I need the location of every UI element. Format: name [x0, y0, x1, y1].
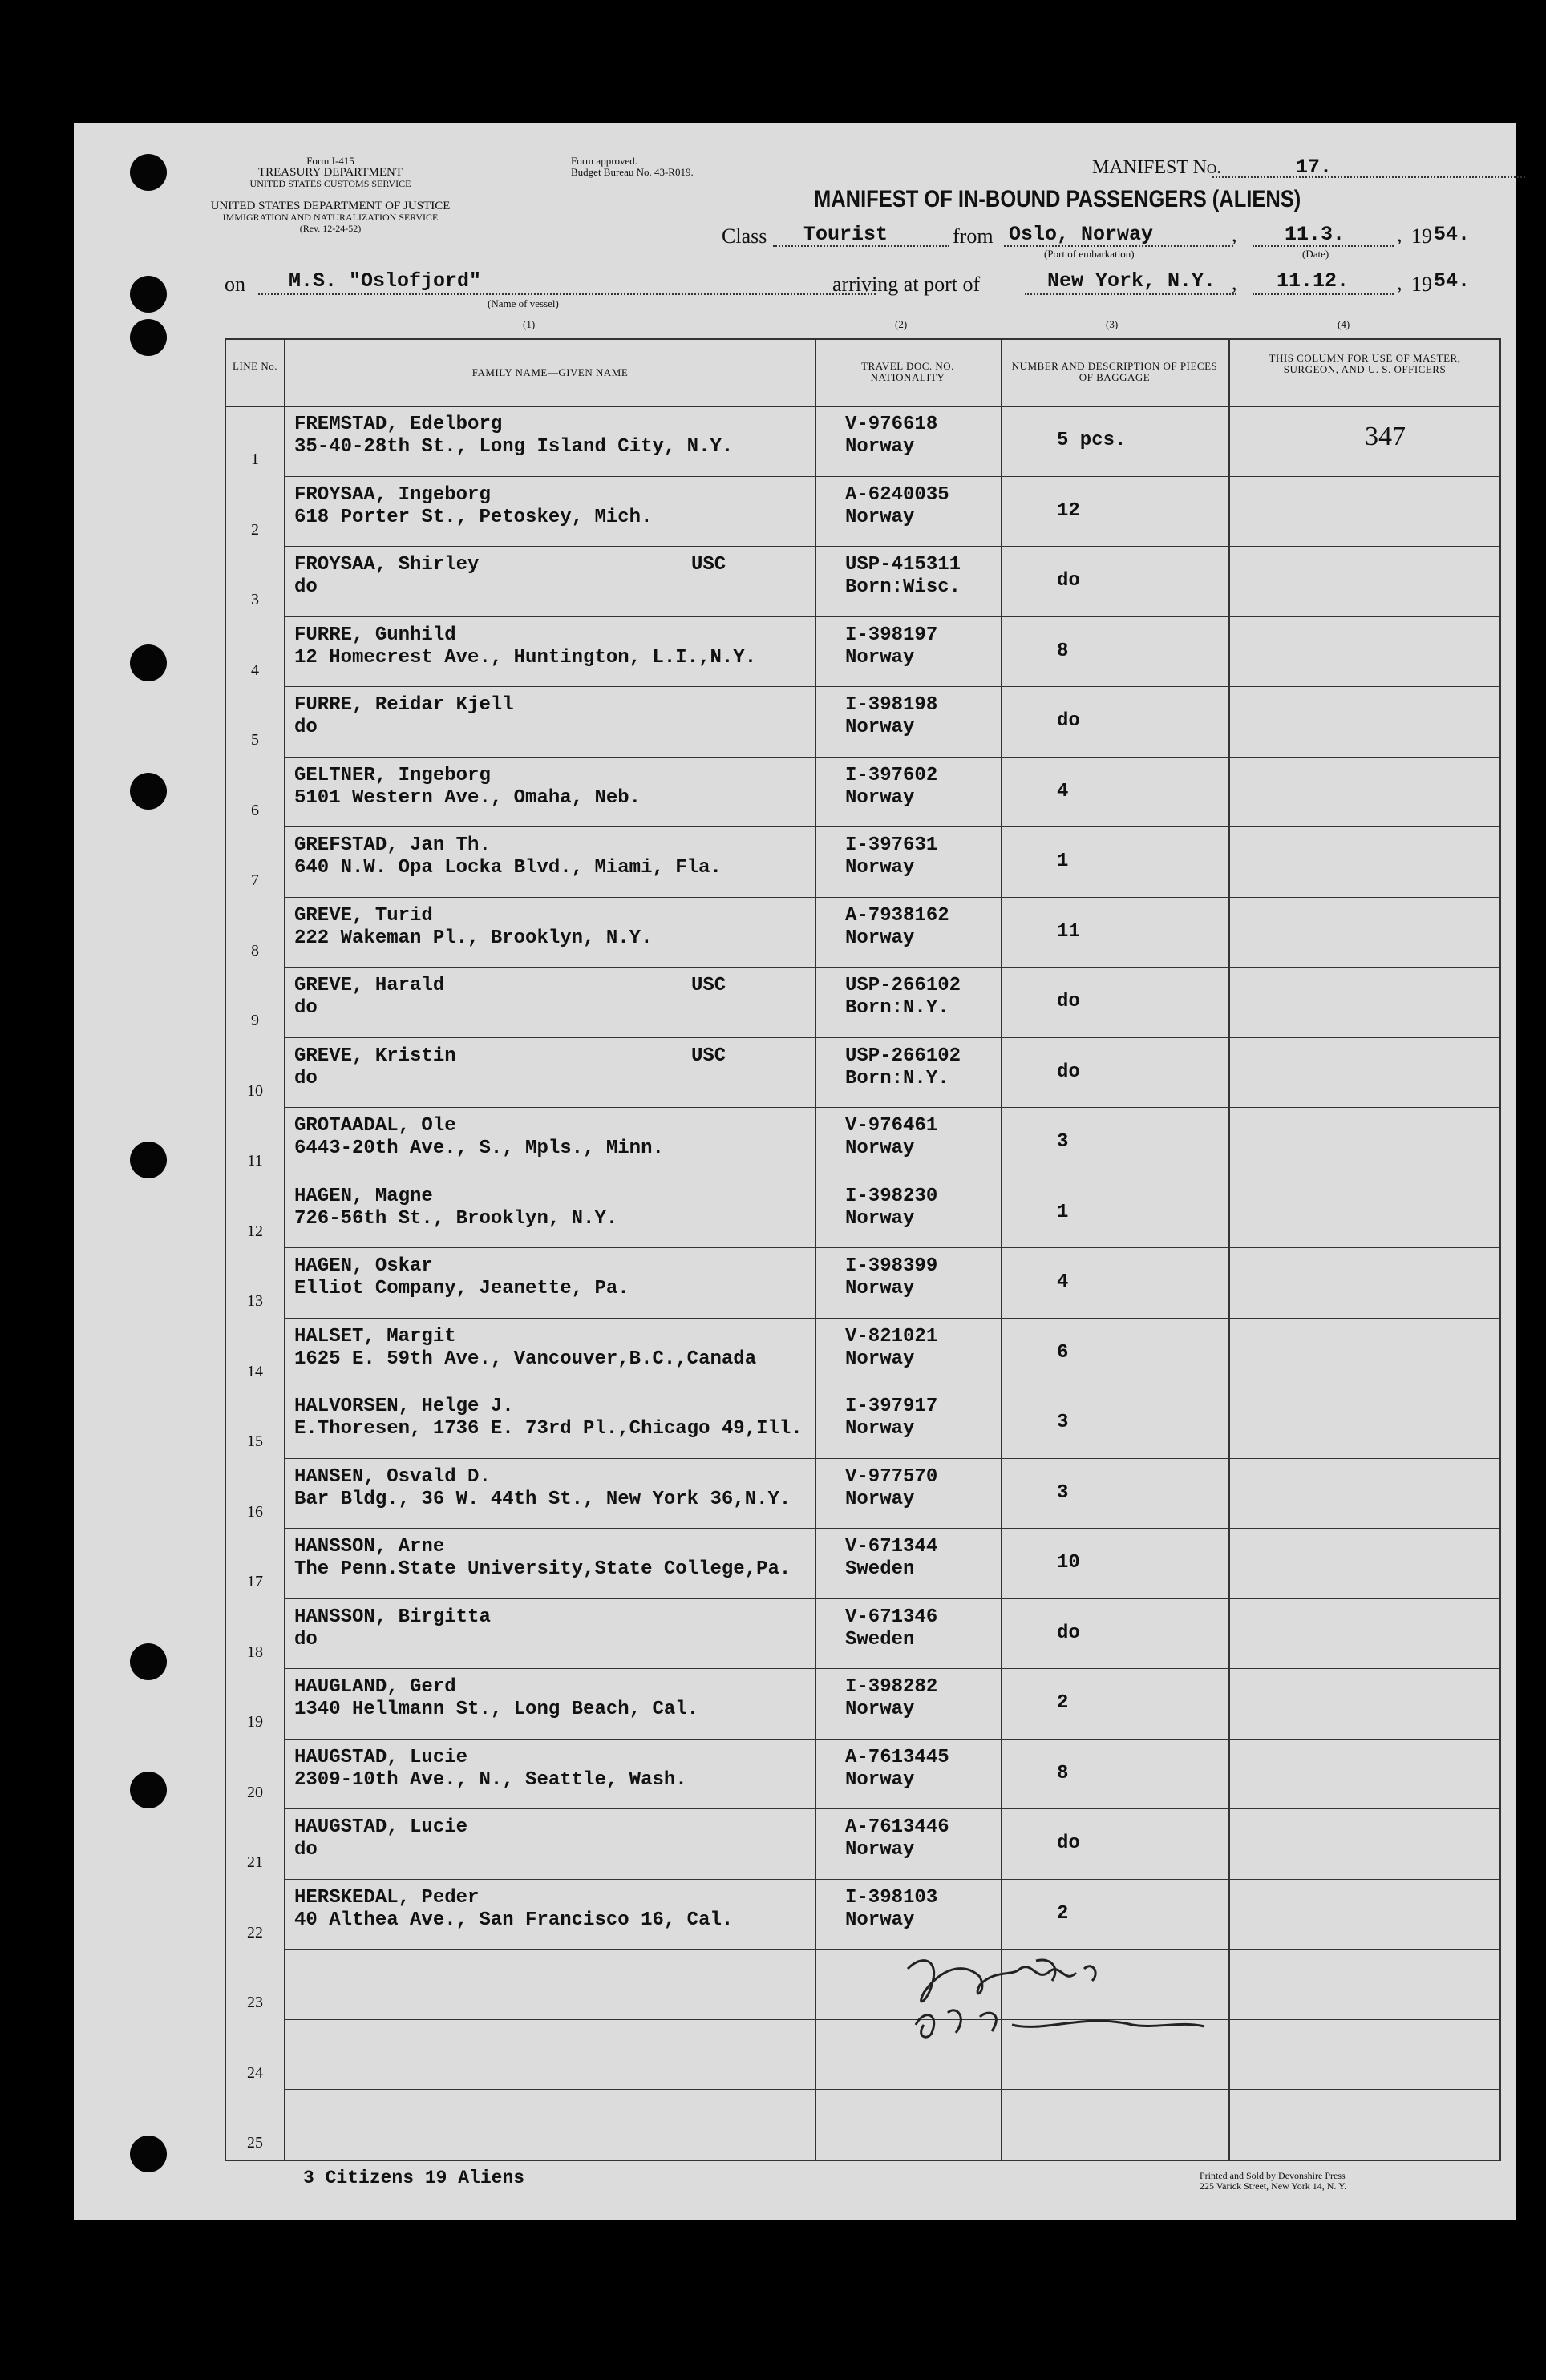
citizen-marker: USC: [691, 975, 726, 996]
manifest-no-value: 17.: [1296, 156, 1333, 179]
baggage-count: 12: [1057, 500, 1080, 522]
punch-hole: [130, 644, 167, 681]
travel-doc-no: I-398103: [845, 1887, 938, 1909]
date1-value: 11.3.: [1285, 223, 1346, 246]
port-caption: (Port of embarkation): [1044, 248, 1135, 260]
officer-note: 347: [1365, 422, 1406, 451]
punch-hole: [130, 2136, 167, 2172]
col-num-1: (1): [523, 318, 536, 330]
baggage-count: 3: [1057, 1482, 1069, 1504]
baggage-count: do: [1057, 991, 1080, 1012]
row-divider: [284, 1247, 1499, 1248]
form-approval: [571, 156, 694, 178]
line-number: 8: [251, 942, 259, 960]
passenger-name: FURRE, Reidar Kjell: [294, 694, 514, 716]
row-divider: [284, 2089, 1499, 2090]
travel-doc-no: I-397602: [845, 765, 938, 786]
passenger-name: FREMSTAD, Edelborg: [294, 414, 503, 435]
passenger-name: HAUGLAND, Gerd: [294, 1676, 456, 1698]
passenger-name: HAUGSTAD, Lucie: [294, 1816, 468, 1838]
form-header-justice: [210, 200, 451, 234]
nationality: Norway: [845, 1348, 915, 1370]
nationality: Norway: [845, 857, 915, 879]
nationality: Norway: [845, 1278, 915, 1299]
passenger-name: HALVORSEN, Helge J.: [294, 1396, 514, 1417]
nationality: Norway: [845, 717, 915, 738]
nationality: Sweden: [845, 1558, 915, 1580]
row-divider: [284, 476, 1499, 477]
travel-doc-no: A-7613445: [845, 1747, 949, 1768]
nationality: Born:N.Y.: [845, 997, 949, 1019]
header-doc: TRAVEL DOC. NO. NATIONALITY: [861, 360, 954, 383]
passenger-address: do: [294, 1629, 318, 1651]
passenger-address: E.Thoresen, 1736 E. 73rd Pl.,Chicago 49,Ill.: [294, 1418, 803, 1440]
travel-doc-no: V-821021: [845, 1326, 938, 1348]
passenger-address: 40 Althea Ave., San Francisco 16, Cal.: [294, 1909, 734, 1931]
travel-doc-no: V-671346: [845, 1606, 938, 1628]
travel-doc-no: I-398198: [845, 694, 938, 716]
nationality: Norway: [845, 647, 915, 669]
footer-summary: 3 Citizens 19 Aliens: [303, 2168, 525, 2188]
row-divider: [284, 546, 1499, 547]
header-line-no: LINE No.: [233, 360, 277, 372]
punch-hole: [130, 1142, 167, 1178]
baggage-count: 3: [1057, 1131, 1069, 1153]
line-number: 22: [247, 1924, 263, 1942]
baggage-count: do: [1057, 710, 1080, 732]
official-signature: [892, 1937, 1228, 2049]
punch-hole: [130, 1772, 167, 1808]
form-header-left: [210, 156, 451, 189]
line-number: 23: [247, 1994, 263, 2011]
travel-doc-no: USP-266102: [845, 975, 961, 996]
baggage-count: 1: [1057, 1202, 1069, 1223]
dept-justice: UNITED STATES DEPARTMENT OF JUSTICE: [210, 200, 451, 212]
nationality: Norway: [845, 927, 915, 949]
punch-hole: [130, 276, 167, 313]
class-value: Tourist: [803, 223, 888, 246]
row-divider: [284, 686, 1499, 687]
comma: ,: [1232, 223, 1237, 246]
passenger-address: 6443-20th Ave., S., Mpls., Minn.: [294, 1137, 664, 1159]
baggage-count: 2: [1057, 1692, 1069, 1714]
line-number: 16: [247, 1503, 263, 1521]
line-number: 13: [247, 1292, 263, 1310]
line-number: 20: [247, 1784, 263, 1801]
nationality: Norway: [845, 1137, 915, 1159]
punch-hole: [130, 319, 167, 356]
passenger-name: HAUGSTAD, Lucie: [294, 1747, 468, 1768]
citizen-marker: USC: [691, 1045, 726, 1067]
passenger-name: FURRE, Gunhild: [294, 624, 456, 646]
passenger-name: HAGEN, Oskar: [294, 1255, 433, 1277]
travel-doc-no: USP-415311: [845, 554, 961, 576]
manifest-no-label: MANIFEST No.: [1092, 157, 1222, 178]
passenger-name: HAGEN, Magne: [294, 1186, 433, 1207]
row-divider: [284, 826, 1499, 827]
passenger-address: Bar Bldg., 36 W. 44th St., New York 36,N.Y.: [294, 1489, 791, 1510]
form-number: Form I-415: [306, 155, 354, 167]
citizen-marker: USC: [691, 554, 726, 576]
travel-doc-no: A-7613446: [845, 1816, 949, 1838]
passenger-name: GROTAADAL, Ole: [294, 1115, 456, 1137]
nationality: Norway: [845, 1839, 915, 1861]
line-number: 24: [247, 2064, 263, 2082]
baggage-count: 6: [1057, 1342, 1069, 1364]
line-number: 11: [247, 1152, 263, 1170]
passenger-name: GELTNER, Ingeborg: [294, 765, 491, 786]
passenger-address: 2309-10th Ave., N., Seattle, Wash.: [294, 1769, 687, 1791]
line-number: 4: [251, 661, 259, 679]
dept-customs: UNITED STATES CUSTOMS SERVICE: [249, 178, 411, 189]
passenger-address: 35-40-28th St., Long Island City, N.Y.: [294, 436, 734, 458]
on-label: on: [225, 273, 245, 296]
line-number: 14: [247, 1363, 263, 1380]
year1-suffix: 54.: [1434, 223, 1471, 246]
passenger-address: 222 Wakeman Pl., Brooklyn, N.Y.: [294, 927, 653, 949]
year1-prefix: 19: [1411, 224, 1432, 248]
form-revision: (Rev. 12-24-52): [299, 223, 362, 234]
nationality: Sweden: [845, 1629, 915, 1651]
row-divider: [284, 1458, 1499, 1459]
baggage-count: 3: [1057, 1412, 1069, 1433]
passenger-address: do: [294, 1068, 318, 1089]
line-number: 19: [247, 1713, 263, 1731]
row-divider: [284, 616, 1499, 617]
line-number: 15: [247, 1432, 263, 1450]
row-divider: [284, 967, 1499, 968]
row-divider: [284, 1879, 1499, 1880]
printer-credit: [1200, 2171, 1346, 2192]
travel-doc-no: A-7938162: [845, 905, 949, 927]
nationality: Norway: [845, 1418, 915, 1440]
col-num-4: (4): [1338, 318, 1350, 330]
row-divider: [284, 1739, 1499, 1740]
passenger-name: HANSSON, Birgitta: [294, 1606, 491, 1628]
line-number: 10: [247, 1082, 263, 1100]
budget-bureau: Budget Bureau No. 43-R019.: [571, 166, 694, 178]
travel-doc-no: I-398197: [845, 624, 938, 646]
passenger-name: HERSKEDAL, Peder: [294, 1887, 480, 1909]
passenger-name: HANSEN, Osvald D.: [294, 1466, 491, 1488]
line-number: 5: [251, 731, 259, 749]
baggage-count: 11: [1057, 921, 1080, 943]
travel-doc-no: V-977570: [845, 1466, 938, 1488]
passenger-address: 5101 Western Ave., Omaha, Neb.: [294, 787, 641, 809]
passenger-address: do: [294, 997, 318, 1019]
punch-hole: [130, 154, 167, 191]
dept-ins: IMMIGRATION AND NATURALIZATION SERVICE: [222, 212, 439, 223]
travel-doc-no: I-397917: [845, 1396, 938, 1417]
manifest-title: MANIFEST OF IN-BOUND PASSENGERS (ALIENS): [814, 186, 1301, 212]
date-caption: (Date): [1302, 248, 1329, 260]
line-number: 21: [247, 1853, 263, 1871]
line-number: 18: [247, 1643, 263, 1661]
passenger-address: 640 N.W. Opa Locka Blvd., Miami, Fla.: [294, 857, 722, 879]
dept-treasury: TREASURY DEPARTMENT: [257, 166, 403, 179]
vessel-line: [258, 293, 876, 295]
passenger-name: FROYSAA, Shirley: [294, 554, 480, 576]
col-num-3: (3): [1106, 318, 1119, 330]
punch-hole: [130, 1643, 167, 1680]
manifest-page: [74, 123, 1516, 2220]
from-label: from: [953, 224, 994, 248]
punch-hole: [130, 773, 167, 810]
row-divider: [284, 1037, 1499, 1038]
nationality: Norway: [845, 1699, 915, 1720]
line-number: 7: [251, 871, 259, 889]
nationality: Norway: [845, 1208, 915, 1230]
travel-doc-no: A-6240035: [845, 484, 949, 506]
comma: ,: [1397, 271, 1402, 294]
baggage-count: 5 pcs.: [1057, 430, 1127, 451]
port-line: [1025, 293, 1236, 295]
header-name: FAMILY NAME—GIVEN NAME: [471, 366, 629, 378]
printer-line-1: Printed and Sold by Devonshire Press: [1200, 2170, 1346, 2181]
passenger-address: 12 Homecrest Ave., Huntington, L.I.,N.Y.: [294, 647, 757, 669]
date2-value: 11.12.: [1277, 269, 1350, 293]
baggage-count: do: [1057, 570, 1080, 592]
passenger-address: Elliot Company, Jeanette, Pa.: [294, 1278, 629, 1299]
travel-doc-no: I-397631: [845, 834, 938, 856]
travel-doc-no: V-976461: [845, 1115, 938, 1137]
baggage-count: do: [1057, 1622, 1080, 1644]
passenger-address: 618 Porter St., Petoskey, Mich.: [294, 507, 653, 528]
line-number: 12: [247, 1222, 263, 1240]
printer-line-2: 225 Varick Street, New York 14, N. Y.: [1200, 2180, 1347, 2192]
baggage-count: 8: [1057, 1763, 1069, 1784]
nationality: Norway: [845, 1769, 915, 1791]
year2-prefix: 19: [1411, 273, 1432, 296]
row-divider: [284, 757, 1499, 758]
row-divider: [284, 1318, 1499, 1319]
line-number: 2: [251, 521, 259, 539]
travel-doc-no: V-976618: [845, 414, 938, 435]
arrival-port: New York, N.Y.: [1047, 269, 1216, 293]
line-number: 25: [247, 2134, 263, 2152]
nationality: Norway: [845, 507, 915, 528]
row-divider: [284, 897, 1499, 898]
line-number: 1: [251, 451, 259, 468]
line-number: 6: [251, 802, 259, 819]
nationality: Born:Wisc.: [845, 576, 961, 598]
passenger-name: HALSET, Margit: [294, 1326, 456, 1348]
baggage-count: 1: [1057, 851, 1069, 872]
form-approved: Form approved.: [571, 155, 638, 167]
row-divider: [284, 1668, 1499, 1669]
baggage-count: 4: [1057, 781, 1069, 802]
travel-doc-no: I-398282: [845, 1676, 938, 1698]
passenger-name: GREVE, Harald: [294, 975, 445, 996]
passenger-address: do: [294, 717, 318, 738]
vessel-caption: (Name of vessel): [488, 297, 559, 309]
nationality: Norway: [845, 787, 915, 809]
baggage-count: 4: [1057, 1271, 1069, 1293]
nationality: Norway: [845, 1909, 915, 1931]
passenger-address: The Penn.State University,State College,Pa.: [294, 1558, 791, 1580]
from-value: Oslo, Norway: [1009, 223, 1154, 246]
row-divider: [284, 1528, 1499, 1529]
baggage-count: 2: [1057, 1903, 1069, 1925]
header-officers: THIS COLUMN FOR USE OF MASTER, SURGEON, AND U. S. OFFICERS: [1269, 352, 1461, 375]
comma: ,: [1232, 271, 1237, 294]
passenger-name: GREVE, Kristin: [294, 1045, 456, 1067]
passenger-address: 726-56th St., Brooklyn, N.Y.: [294, 1208, 618, 1230]
baggage-count: do: [1057, 1061, 1080, 1083]
arriving-label: arriving at port of: [832, 273, 981, 296]
nationality: Norway: [845, 1489, 915, 1510]
passenger-name: FROYSAA, Ingeborg: [294, 484, 491, 506]
row-divider: [284, 1808, 1499, 1809]
travel-doc-no: I-398230: [845, 1186, 938, 1207]
row-divider: [284, 1107, 1499, 1108]
passenger-address: 1625 E. 59th Ave., Vancouver,B.C.,Canada: [294, 1348, 757, 1370]
line-number: 3: [251, 591, 259, 608]
date2-line: [1253, 293, 1394, 295]
vessel-value: M.S. "Oslofjord": [289, 269, 482, 293]
comma: ,: [1397, 223, 1402, 246]
passenger-name: HANSSON, Arne: [294, 1536, 445, 1558]
row-divider: [284, 1598, 1499, 1599]
baggage-count: 8: [1057, 640, 1069, 662]
baggage-count: 10: [1057, 1552, 1080, 1574]
manifest-no-line: [1212, 176, 1525, 178]
baggage-count: do: [1057, 1832, 1080, 1854]
line-number: 17: [247, 1573, 263, 1590]
passenger-name: GREFSTAD, Jan Th.: [294, 834, 491, 856]
class-label: Class: [722, 224, 767, 248]
header-baggage: NUMBER AND DESCRIPTION OF PIECES OF BAGGAGE: [1011, 360, 1218, 383]
passenger-address: 1340 Hellmann St., Long Beach, Cal.: [294, 1699, 699, 1720]
travel-doc-no: I-398399: [845, 1255, 938, 1277]
year2-suffix: 54.: [1434, 269, 1471, 293]
nationality: Born:N.Y.: [845, 1068, 949, 1089]
travel-doc-no: USP-266102: [845, 1045, 961, 1067]
line-number: 9: [251, 1012, 259, 1029]
travel-doc-no: V-671344: [845, 1536, 938, 1558]
passenger-address: do: [294, 1839, 318, 1861]
passenger-name: GREVE, Turid: [294, 905, 433, 927]
col-num-2: (2): [895, 318, 908, 330]
nationality: Norway: [845, 436, 915, 458]
passenger-address: do: [294, 576, 318, 598]
